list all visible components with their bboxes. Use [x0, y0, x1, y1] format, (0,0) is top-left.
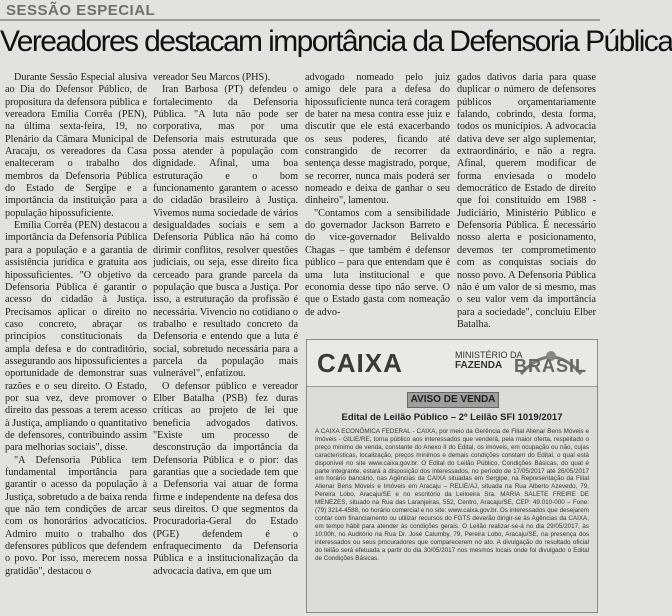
article-paragraph: "A Defensoria Pública tem fundamental importância para garantir o acesso da população à Justiça, sobretudo a de baixa renda que não tem condições de arcar com os honorários advocatícios. Admiro muito o trabalho dos defensores públicos que defendem o povo. Por isso, merecem nossa gratidão", destacou o: [5, 454, 148, 577]
article-paragraph: "Contamos com a sensibilidade do governador Jackson Barreto e do vice-governador Belivaldo Chagas – que também é defensor público – para que entendam que é uma luta institucional e que economia desse tipo não serve. O que o Estado gasta com nomeação de advo-: [305, 207, 450, 318]
section-kicker: SESSÃO ESPECIAL: [6, 2, 156, 19]
ministry-line1: MINISTÉRIO DA: [455, 350, 523, 360]
article-paragraph: O defensor público e vereador Elber Batalha (PSB) fez duras críticas ao projeto de lei que beneficia advogados dativos. "Existe um processo de desconstrução da importância da Defensoria Pública e o pior: das garantias que a sociedade tem que a Defensoria vai atuar de forma firme e independente na defesa dos seus direitos. O que segmentos da Procuradoria-Geral do Estado (PGE) defendem é o enfraquecimento da Defensoria Pública e a institucionalização da advocacia dativa, em que um: [153, 380, 298, 577]
article-paragraph: Durante Sessão Especial alusiva ao Dia do Defensor Público, de propositura da defensora pública e vereadora Emília Corrêa (PEN), na última sexta-feira, 19, no Plenário da Câmara Municipal de Aracaju, os vereadores da Casa enalteceram o trabalho dos membros da Defensoria Pública do Estado de Sergipe e a importância da instituição para a população hipossuficiente.: [5, 72, 147, 219]
ad-body-text: A CAIXA ECONÔMICA FEDERAL - CAIXA, por meio da Gerência de Filial Alienar Bens Móveis e Imóveis - GILIE/RE, torna público aos interessados que venderá, pela maior oferta, respeitado o preço mínimo de venda, constante do Anexo II do Edital, os imóveis, em ocupação ou não, cujas características, localização, preços mínimos e demais condições constam do Edital, o qual está disponível no site www.caixa.gov.br. O Edital do Leilão Público, Condições Básicas, do qual é parte integrante, estará à disposição dos interessados, no período de 17/05/2017 até 26/05/2017 em horário bancário, nas Agências da CAIXA situadas em Sergipe, na Representação da Filial Alienar Bens Móveis e Imóveis em Aracaju – RELIE/AJ, situada na Rua Alberto Azevedo, 79, Pereira Lobo, Aracaju/SE e no escritório da Leiloeira Sra. MARIA SALETE FREIRE DE MENEZES, situado na Rua das Laranjeiras, 552, Centro, Aracaju/SE, CEP: 49.010-000 – Fone: (79) 3214-4588, no horário comercial e no site: www.caixa.gov.br. Os interessados que desejarem contar com financiamento ou utilizar recursos do FGTS deverão dirigir-se às Agências da CAIXA, em tempo hábil para atender às condições gerais. O Leilão realizar-se-á no dia 29/05/2017, às 10:00h, no Auditório na Rua Dr. José Calumby, 79, Pereira Lobo, Aracaju/SE, na presença dos interessados ou seus procuradores que comparecerem no ato. A divulgação do resultado oficial do leilão será efetuada a partir do dia 30/05/2017 nos mesmos locais onde foi divulgado o Edital de Condições Básicas.: [315, 428, 589, 562]
ad-title: Edital de Leilão Público – 2º Leilão SFI 1019/2017: [341, 412, 563, 423]
caixa-auction-ad: [306, 339, 598, 613]
article-paragraph: vereador Seu Marcos (PHS).: [153, 72, 271, 83]
article-headline: Vereadores destacam importância da Defensoria Pública: [0, 25, 672, 58]
article-column-3: [305, 72, 450, 330]
article-column-2: [153, 72, 298, 612]
section-rule: [0, 19, 600, 21]
article-paragraph: advogado nomeado pelo juiz amigo dele para a defesa do hipossuficiente nunca terá coragem de bater na mesa contra esse juiz e discutir que ele está exacerbando os seus poderes, ficando até constrangido de recorrer da sentença desse magistrado, porque, se recorrer, nunca mais poderá ser nomeado e deixa de ganhar o seu dinheiro", lamentou.: [305, 72, 450, 207]
article-paragraph: gados dativos daria para quase duplicar o número de defensores públicos orçamentariamente falando, cobrindo, desta forma, todos os municípios. A advocacia dativa deve ser algo suplementar, extraordinário, e não a regra. Afinal, querem modificar de forma enviesada o modelo democrático de Estado de direito que foi constituído em 1988 - Judiciário, Ministério Público e Defensoria Pública. É necessário nosso alerta e posicionamento, devemos ter comprometimento com as conquistas sociais do nosso povo. A Defensoria Pública não é um valor de si mesmo, mas o seu valor vem da importância para a sociedade", concluiu Elber Batalha.: [457, 72, 596, 330]
ad-banner: AVISO DE VENDA: [407, 392, 499, 408]
article-column-1: [5, 72, 147, 612]
brasil-logo: BRASIL: [514, 356, 587, 376]
article-paragraph: Emília Corrêa (PEN) destacou a importância da Defensoria Pública para a população e a garantia de assistência jurídica e gratuita aos hipossuficientes. "O objetivo da Defensoria Pública é garantir o acesso do cidadão à Justiça. Precisamos aplicar o direito no caso concreto, abraçar os princípios constitucionais da ampla defesa e do contraditório, assegurando aos hipossuficientes a oportunidade de demonstrar suas razões e o seu direito. O Estado, por sua vez, deve promover o direito das pessoas a terem acesso à Justiça, ampliando o quantitativo de defensores, contribuindo assim para melhorias sociais", disse.: [5, 220, 147, 454]
article-paragraph: Iran Barbosa (PT) defendeu o fortalecimento da Defensoria Pública. "A luta não pode ser corporativa, mas por uma Defensoria mais estruturada que possa atender à população com dignidade. Afinal, uma boa estruturação e o bom funcionamento garantem o acesso do cidadão brasileiro à Justiça. Vivemos numa sociedade de vários desigualdades sociais e sem a Defensoria Pública não há como dirimir conflitos, resolver questões judiciais, ou seja, esse direito fica cerceado para grande parcela da população que busca a Justiça. Por isso, a estruturação da profissão é necessária. Vivencio no cotidiano o trabalho e resultado concreto da Defensoria e entendo que a luta é social, sobretudo necessária para a parcela da população mais vulnerável", enfatizou.: [153, 84, 298, 380]
caixa-logo: CAIXA: [317, 348, 403, 378]
article-column-4: [457, 72, 596, 372]
ministry-line2: FAZENDA: [455, 360, 503, 371]
ad-logo-bar: [307, 340, 597, 387]
